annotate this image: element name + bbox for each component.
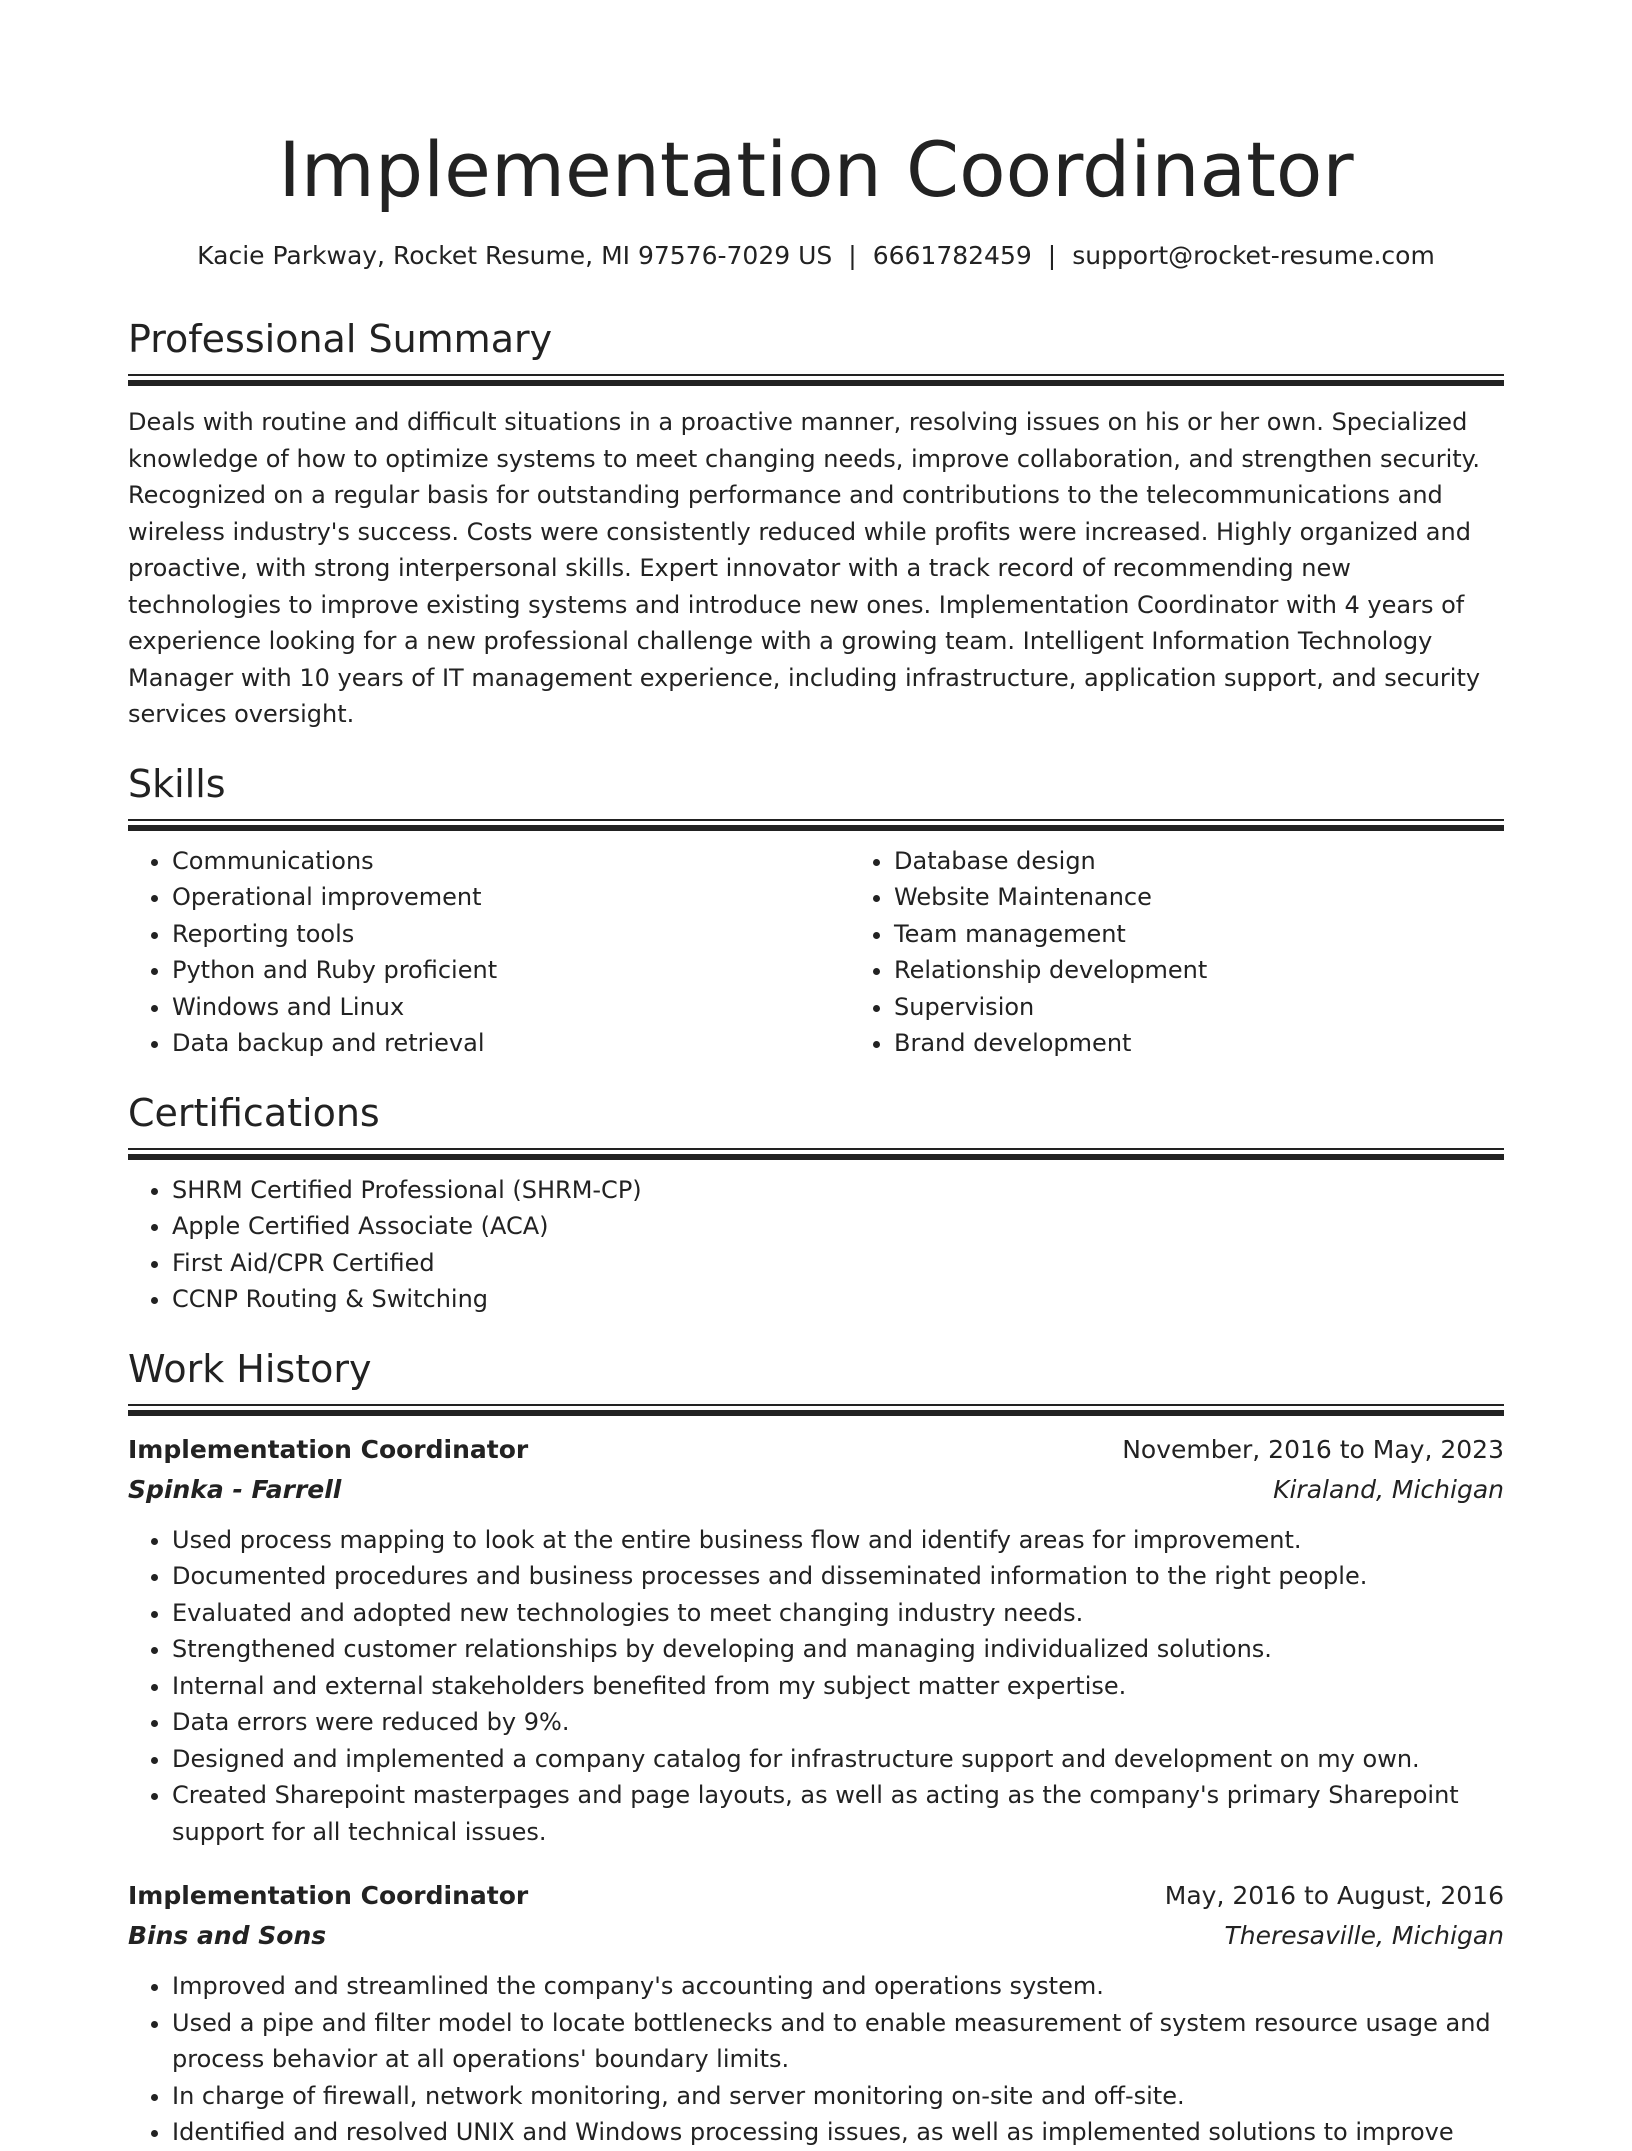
skill-item: • Supervision (894, 989, 1504, 1026)
skills-grid (128, 831, 1504, 1062)
job-bullet: • Data errors were reduced by 9%. (172, 1704, 1504, 1741)
skills-heading: Skills (128, 761, 226, 806)
job-bullet: • Designed and implemented a company catalog for infrastructure support and development on my own. (172, 1741, 1504, 1778)
job-bullets (128, 1968, 1504, 2151)
job-bullet: • Improved and streamlined the company's accounting and operations system. (172, 1968, 1504, 2005)
section-divider (128, 819, 1504, 831)
skill-item: • Python and Ruby proficient (172, 952, 850, 989)
job-subheader (128, 1470, 1504, 1510)
skill-item: • Operational improvement (172, 879, 850, 916)
certification-item: • Apple Certified Associate (ACA) (172, 1208, 1504, 1245)
page-title: Implementation Coordinator (278, 125, 1354, 214)
certification-item: • CCNP Routing & Switching (172, 1281, 1504, 1318)
job-location: Kiraland, Michigan (1273, 1474, 1504, 1504)
job-location: Theresaville, Michigan (1224, 1921, 1504, 1950)
job-bullet: • Identified and resolved UNIX and Windows processing issues, as well as implemented solutions to improve (172, 2114, 1504, 2151)
job-bullet: • Used process mapping to look at the entire business flow and identify areas for improvement. (172, 1522, 1504, 1559)
skill-item: • Website Maintenance (894, 879, 1504, 916)
contact-line (128, 238, 1504, 274)
job-bullet: • Strengthened customer relationships by developing and managing individualized solutions. (172, 1631, 1504, 1668)
resume-page (128, 0, 1504, 2151)
work-history-section (128, 1344, 1504, 2151)
summary-section (128, 314, 1504, 733)
job-dates: November, 2016 to May, 2023 (1122, 1434, 1504, 1464)
skill-item: • Communications (172, 843, 850, 880)
section-divider (128, 374, 1504, 386)
job-dates: May, 2016 to August, 2016 (1164, 1881, 1504, 1910)
job-header (128, 1876, 1504, 1916)
section-divider (128, 1148, 1504, 1160)
job-entry (128, 1876, 1504, 2151)
work-history-heading: Work History (128, 1346, 372, 1391)
certifications-list (128, 1172, 1504, 1318)
skills-section (128, 759, 1504, 1062)
job-bullet: • Documented procedures and business processes and disseminated information to the right people. (172, 1558, 1504, 1595)
section-divider (128, 1404, 1504, 1416)
contact-phone: 6661782459 (872, 241, 1032, 270)
skill-item: • Brand development (894, 1025, 1504, 1062)
contact-address: Kacie Parkway, Rocket Resume, MI 97576-7029 US (197, 241, 833, 270)
contact-separator: | (1047, 241, 1057, 270)
job-bullet: • Created Sharepoint masterpages and page layouts, as well as acting as the company's primary Sharepoint support for all technical issues. (172, 1777, 1504, 1850)
job-bullets (128, 1522, 1504, 1851)
skill-item: • Reporting tools (172, 916, 850, 953)
job-bullet: • Evaluated and adopted new technologies to meet changing industry needs. (172, 1595, 1504, 1632)
skills-list-left (128, 843, 850, 1062)
summary-text: Deals with routine and difficult situations in a proactive manner, resolving issues on his or her own. Specialized knowledge of how to optimize systems to meet changing needs, improve collaboration, and strengthen security. Recognized on a regular basis for outstanding performance and contributions to the telecommunications and wireless industry's success. Costs were consistently reduced while profits were increased. Highly organized and proactive, with strong interpersonal skills. Expert innovator with a track record of recommending new technologies to improve existing systems and introduce new ones. Implementation Coordinator with 4 years of experience looking for a new professional challenge with a growing team. Intelligent Information Technology Manager with 10 years of IT management experience, including infrastructure, application support, and security services oversight. (128, 408, 1481, 728)
job-title: Implementation Coordinator (128, 1881, 529, 1910)
job-title: Implementation Coordinator (128, 1434, 529, 1464)
certifications-section (128, 1088, 1504, 1318)
job-header (128, 1430, 1504, 1470)
job-bullet: • Internal and external stakeholders benefited from my subject matter expertise. (172, 1668, 1504, 1705)
skill-item: • Relationship development (894, 952, 1504, 989)
contact-separator: | (848, 241, 857, 270)
job-bullet: • Used a pipe and filter model to locate bottlenecks and to enable measurement of system resource usage and process behavior at all operations' boundary limits. (172, 2005, 1504, 2078)
certification-item: • SHRM Certified Professional (SHRM-CP) (172, 1172, 1504, 1209)
job-company: Spinka - Farrell (128, 1474, 342, 1504)
certifications-heading: Certifications (128, 1090, 380, 1135)
job-subheader (128, 1916, 1504, 1956)
summary-heading: Professional Summary (128, 317, 553, 361)
contact-email: support@rocket-resume.com (1072, 241, 1435, 270)
skills-list-right (850, 843, 1504, 1062)
skill-item: • Windows and Linux (172, 989, 850, 1026)
skill-item: • Data backup and retrieval (172, 1025, 850, 1062)
skill-item: • Database design (894, 843, 1504, 880)
skill-item: • Team management (894, 916, 1504, 953)
certification-item: • First Aid/CPR Certified (172, 1245, 1504, 1282)
job-entry (128, 1430, 1504, 1851)
job-bullet: • In charge of firewall, network monitoring, and server monitoring on-site and off-site. (172, 2078, 1504, 2115)
job-company: Bins and Sons (128, 1921, 327, 1950)
